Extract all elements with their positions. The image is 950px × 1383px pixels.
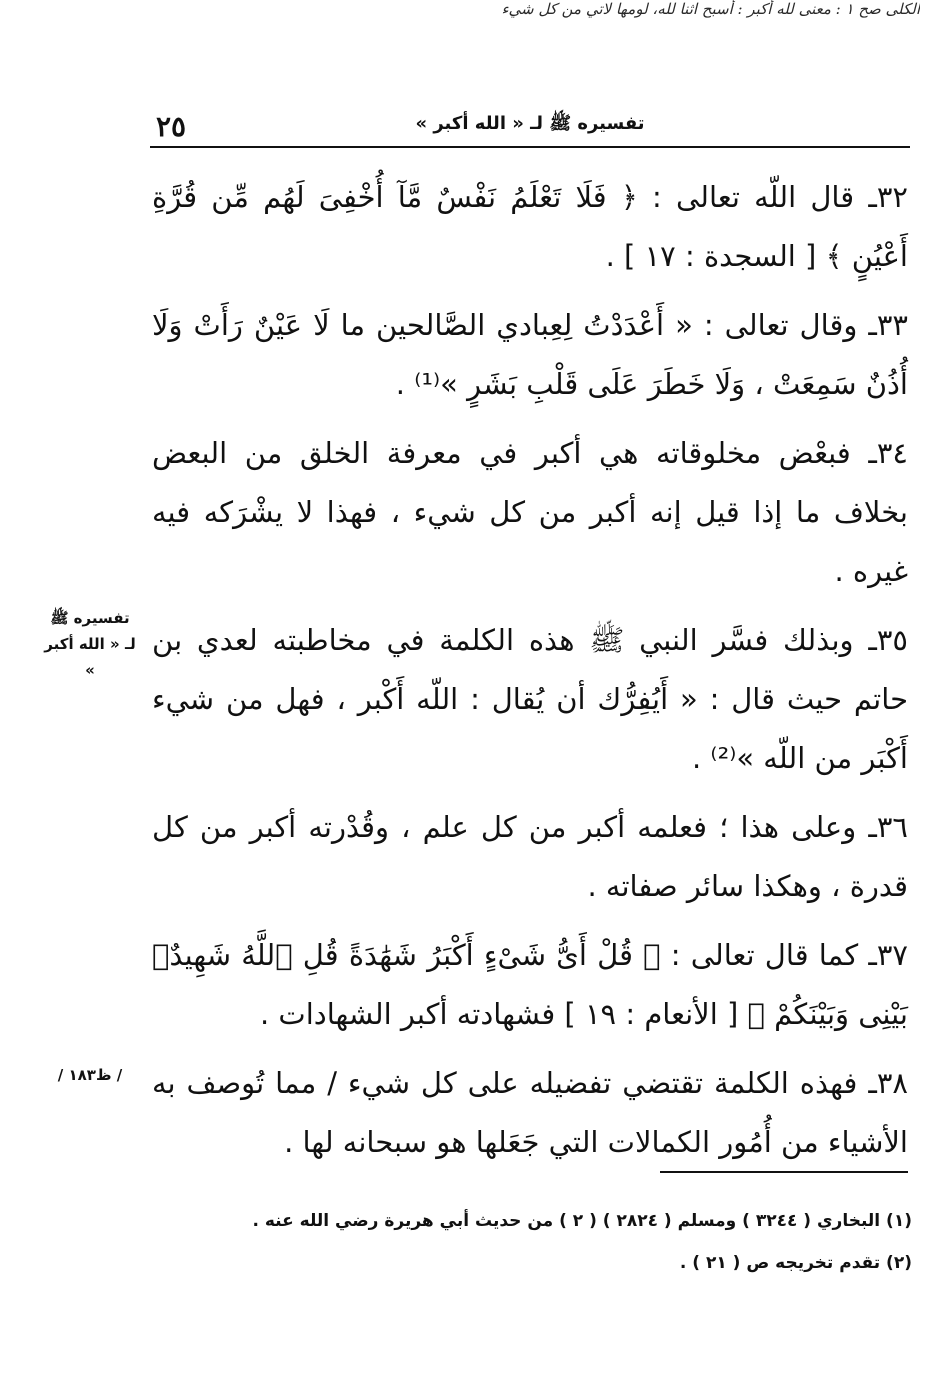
footnotes xyxy=(150,1200,912,1284)
paragraph-text: وعلى هذا ؛ فعلمه أكبر من كل علم ، وقُدْرته أكبر من كل قدرة ، وهكذا سائر صفاته . xyxy=(152,810,908,903)
paragraph-32 xyxy=(152,168,908,286)
paragraph-text: فبعْض مخلوقاته هي أكبر في معرفة الخلق من البعض بخلاف ما إذا قيل إنه أكبر من كل شيء ، فهذا لا يشْرَكه فيه غيره . xyxy=(152,436,908,588)
paragraph-35 xyxy=(152,611,908,788)
paragraph-number: ٣٣ـ xyxy=(868,308,909,342)
paragraph-text: قال اللّه تعالى : ﴿ فَلَا تَعْلَمُ نَفْسٌ مَّآ أُخْفِىَ لَهُم مِّن قُرَّةِ أَعْيُنٍ ﴾ [ السجدة : ١٧ ] . xyxy=(152,180,908,273)
paragraph-37 xyxy=(152,926,908,1044)
footnote-2: (٢) تقدم تخريجه ص ( ٢١ ) . xyxy=(679,1253,912,1273)
paragraph-text: كما قال تعالى : ﴿ قُلْ أَىُّ شَىْءٍ أَكْبَرُ شَهَٰدَةً قُلِ ٱللَّهُ شَهِيدٌۢ بَيْنِى وَبَيْنَكُمْ ﴾ [ الأنعام : ١٩ ] فشهادته أكبر الشهادات . xyxy=(152,938,908,1031)
paragraph-number: ٣٥ـ xyxy=(868,623,908,657)
margin-note-heading xyxy=(40,605,140,683)
manuscript-folio-marker: / ظ١٨٣ / xyxy=(57,1066,123,1084)
margin-note-line: لـ « الله أكبر » xyxy=(44,635,136,679)
footnote-1: (١) البخاري ( ٣٢٤٤ ) ومسلم ( ٢٨٢٤ ) ( ٢ ) من حديث أبي هريرة رضي الله عنه . xyxy=(252,1211,912,1231)
margin-note-line: تفسيره ﷺ xyxy=(50,609,130,627)
footnote-divider xyxy=(660,1171,908,1173)
running-title: تفسيره ﷺ لـ « الله أكبر » xyxy=(415,113,645,134)
paragraph-number: ٣٤ـ xyxy=(868,436,908,470)
paragraph-text: وبذلك فسَّر النبي ﷺ هذه الكلمة في مخاطبته لعدي بن حاتم حيث قال : « أَيُفِرُّك أن يُقال : اللّه أَكْبر ، فهل من شيء أَكْبَر من اللّه »⁽²⁾ . xyxy=(152,623,908,775)
paragraph-number: ٣٢ـ xyxy=(868,180,909,214)
main-text xyxy=(152,168,908,1182)
paragraph-38 xyxy=(152,1054,908,1172)
paragraph-number: ٣٧ـ xyxy=(868,938,909,972)
paragraph-text: وقال تعالى : « أَعْدَدْتُ لِعِبادي الصَّالحين ما لَا عَيْنٌ رَأَتْ وَلَا أُذُنٌ سَمِعَتْ ، وَلَا خَطَرَ عَلَى قَلْبِ بَشَرٍ »⁽¹⁾ . xyxy=(152,308,908,401)
paragraph-34 xyxy=(152,424,908,601)
handwritten-annotation: الكلى صح ١ : معنى لله أكبر : أسبح اثنا لله، لومها لاتي من كل شيء xyxy=(501,0,920,18)
page-number: ٢٥ xyxy=(156,110,187,143)
page-header xyxy=(150,106,910,148)
paragraph-number: ٣٨ـ xyxy=(868,1066,908,1100)
paragraph-text: فهذه الكلمة تقتضي تفضيله على كل شيء / مما تُوصف به الأشياء من أُمُور الكمالات التي جَعَلها هو سبحانه لها . xyxy=(152,1066,908,1159)
paragraph-number: ٣٦ـ xyxy=(868,810,909,844)
paragraph-36 xyxy=(152,798,908,916)
paragraph-33 xyxy=(152,296,908,414)
